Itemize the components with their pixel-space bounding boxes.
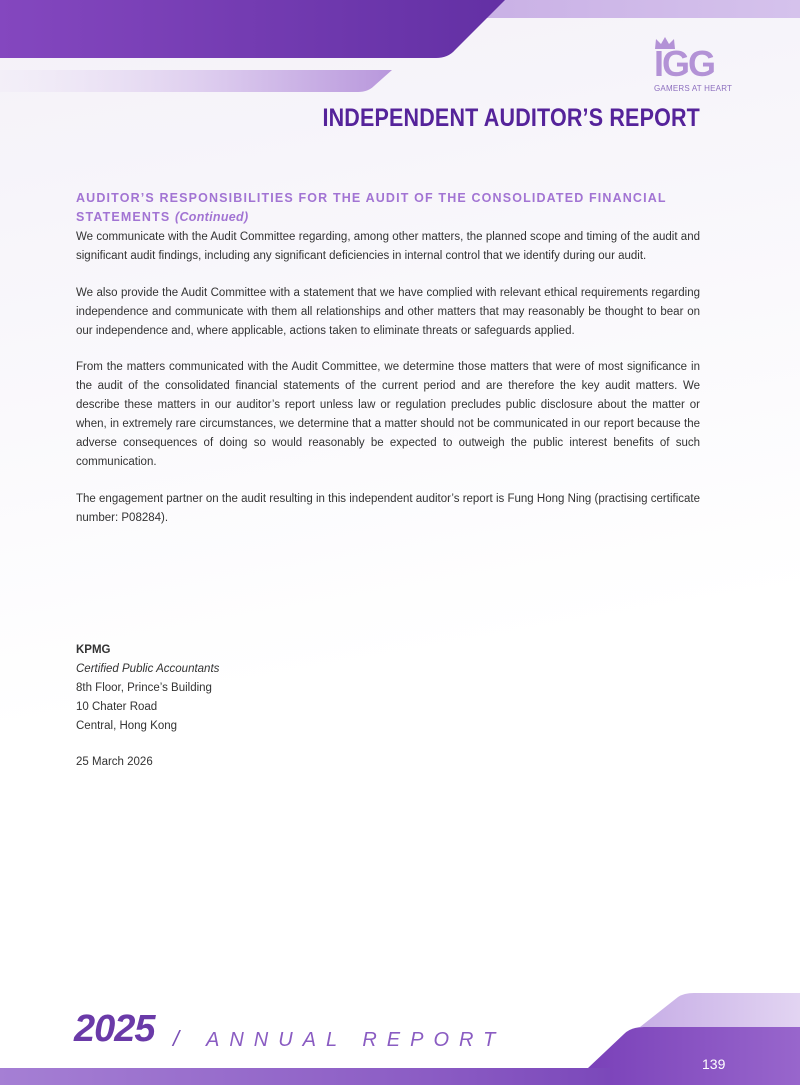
- signature-address-line: 8th Floor, Prince’s Building: [76, 682, 212, 694]
- section-heading-continued: (Continued): [175, 210, 249, 224]
- page-title: INDEPENDENT AUDITOR’S REPORT: [322, 104, 700, 132]
- signature-address-line: Central, Hong Kong: [76, 720, 178, 732]
- logo-tagline: GAMERS AT HEART: [654, 84, 733, 93]
- page-number: 139: [702, 1056, 726, 1072]
- paragraph-1: We communicate with the Audit Committee regarding, among other matters, the planned scope and timing of the audit and significant audit findings, including any significant deficiencies in internal control that we identify during our audit.: [76, 231, 700, 262]
- signature-block: [76, 641, 376, 772]
- logo-wordmark: IGG: [654, 43, 715, 84]
- signature-date: 25 March 2026: [76, 756, 153, 768]
- signature-address-line: 10 Chater Road: [76, 701, 158, 713]
- signature-title: Certified Public Accountants: [76, 663, 220, 675]
- signature-firm: KPMG: [76, 644, 111, 656]
- paragraph-3: From the matters communicated with the Audit Committee, we determine those matters that were of most significance in the audit of the consolidated financial statements of the current period and are therefore the key audit matters. We describe these matters in our auditor’s report unless law or regulation precludes public disclosure about the matter or when, in extremely rare circumstances, we determine that a matter should not be communicated in our report because the adverse consequences of doing so would reasonably be expected to outweigh the public interest benefits of such communication.: [76, 361, 700, 468]
- section-heading: [76, 189, 704, 227]
- footer-slash: /: [173, 1026, 180, 1051]
- paragraph-2: We also provide the Audit Committee with a statement that we have complied with relevant ethical requirements regarding independence and communicate with them all relationships and other matters that may reasonably be thought to bear on our independence and, where applicable, actions taken to eliminate threats or safeguards applied.: [76, 286, 700, 337]
- paragraph-4: The engagement partner on the audit resulting in this independent auditor’s report is Fung Hong Ning (practising certificate number: P08284).: [76, 492, 700, 524]
- footer-report-label: ANNUAL REPORT: [206, 1029, 506, 1051]
- footer-year: 2025: [74, 1008, 155, 1050]
- section-heading-text: AUDITOR’S RESPONSIBILITIES FOR THE AUDIT OF THE CONSOLIDATED FINANCIAL STATEMENTS: [76, 191, 667, 224]
- body-text: [76, 228, 700, 545]
